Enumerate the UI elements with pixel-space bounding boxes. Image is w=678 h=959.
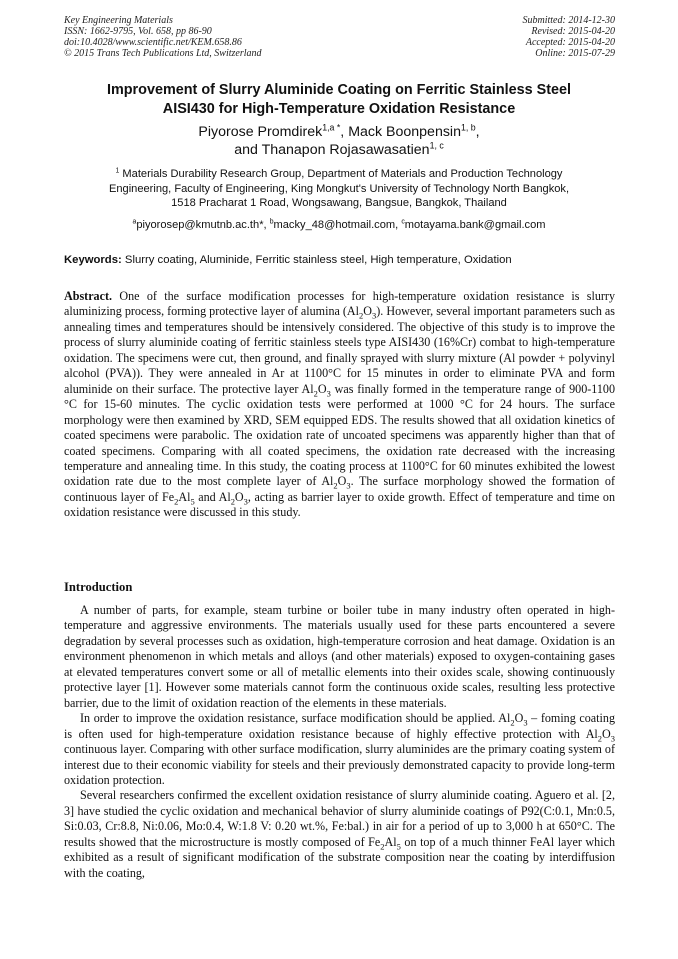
subscript: 5	[190, 496, 195, 507]
paragraph	[64, 711, 615, 788]
title-line-1: Improvement of Slurry Aluminide Coating on Ferritic Stainless Steel	[106, 82, 572, 98]
section-heading-introduction: Introduction	[64, 580, 133, 594]
subscript: 3	[346, 480, 351, 491]
affiliation-text: Materials Durability Research Group, Department of Materials and Production Technology	[122, 168, 563, 180]
journal-info	[64, 15, 262, 59]
online-date: Online: 2015-07-29	[535, 48, 615, 59]
email-marker: a	[132, 218, 137, 226]
abstract-text: . The surface morphology showed the formation of continuous layer of Fe	[64, 474, 615, 504]
keywords	[64, 253, 512, 267]
subscript: 3	[610, 733, 615, 744]
paragraph: A number of parts, for example, steam turbine or boiler tube in many industry often operated in high-temperature and aggressive environments. The materials usually used for these parts encountered a severe degradation by several processes such as oxidation, high-temperature corrosion and heat damage. Oxidation is an environment phenomenon in which metals and alloys (and other materials) exposed to oxygen-containing gases at elevated temperatures convert some or all of metallic elements into their oxides scale, showing continuously protective layer [1]. However some materials cannot form the continuous oxide scales, resulting less protective barrier, due to the limit of oxidation reaction of the elements in these materials.	[64, 603, 615, 710]
abstract-text: ). However, several important parameters such as annealing times and temperatures should be intensively considered. The objective of this study is to improve the process of slurry aluminide coating of ferritic stainless steels type AISI430 (16%Cr) combat to high-temperature oxidation. The specimens were cut, then ground, and finally sprayed with slurry mixture (Al powder + polyvinyl alcohol (PVA)). They were annealed in Ar at 1100°C for 15 minutes in order to eliminate PVA and form aluminide on their surface. The protective layer Al	[64, 304, 615, 396]
introduction-body	[64, 603, 615, 881]
paragraph	[64, 788, 615, 881]
abstract-text: , acting as barrier layer to oxide growth. Effect of temperature and time on oxidation resistance were discussed in this study.	[64, 489, 615, 520]
doi: doi:10.4028/www.scientific.net/KEM.658.86	[64, 37, 242, 48]
abstract-label: Abstract.	[64, 289, 113, 303]
subscript: 2	[313, 388, 318, 399]
subscript: 3	[243, 496, 248, 507]
subscript: 2	[230, 496, 235, 507]
email-link[interactable]: motayama.bank@gmail.com	[404, 219, 546, 231]
submitted-date: Submitted: 2014-12-30	[522, 15, 615, 26]
authors-line-2: and Thanapon Rojasawasatien$^{1, c}$	[234, 140, 444, 158]
author-affiliation-marker: 1,a *	[322, 122, 341, 133]
paragraph-text: O	[514, 711, 524, 726]
author-name: Piyorose Promdirek	[198, 124, 323, 140]
revised-date: Revised: 2015-04-20	[531, 26, 615, 37]
subscript: 2	[174, 496, 179, 507]
keywords-text: Slurry coating, Aluminide, Ferritic stainless steel, High temperature, Oxidation	[124, 254, 512, 266]
paragraph-text: on top of a much thinner FeAl layer which exhibited as a result of significant modification of the substrate composition near the coating by interdiffusion with the coating,	[64, 834, 615, 880]
abstract-text: and Al	[194, 489, 231, 504]
subscript: 2	[359, 310, 364, 321]
keywords-label: Keywords:	[64, 254, 122, 266]
subscript: 2	[380, 841, 385, 852]
paragraph-text: – foming coating is often used for high-temperature oxidation resistance because of highly effective protection with Al	[64, 711, 615, 741]
abstract-text: Al	[178, 489, 191, 504]
abstract-text: O	[337, 474, 347, 489]
accepted-date: Accepted: 2015-04-20	[525, 37, 615, 48]
affiliation-line-3: 1518 Pracharat 1 Road, Wongsawang, Bangsue, Bangkok, Thailand	[171, 197, 507, 210]
email-marker: b	[269, 218, 274, 226]
subscript: 3	[326, 388, 331, 399]
abstract-text: O	[234, 489, 244, 504]
author-name: Mack Boonpensin	[348, 124, 461, 140]
copyright: © 2015 Trans Tech Publications Ltd, Switzerland	[64, 48, 262, 59]
abstract	[64, 289, 615, 521]
affiliation-number: 1	[115, 167, 120, 175]
subscript: 2	[333, 480, 338, 491]
author-name: Thanapon Rojasawasatien	[261, 142, 430, 158]
paragraph-text: continuous layer. Comparing with other surface modification, slurry aluminides are the primary coating system of interest due to their economic viability for steels and their previously demonstrated capacity to provide long-term oxidation protection.	[64, 742, 615, 787]
abstract-text: O	[317, 381, 327, 396]
authors-line-1: Piyorose Promdirek$^{1,a *}$, Mack Boonpensin$^{1, b}$,	[198, 122, 480, 140]
author-affiliation-marker: 1, c	[429, 140, 444, 151]
abstract-text: was finally formed in the temperature range of 900-1100 °C for 15-60 minutes. The cyclic oxidation tests were performed at 1000 °C for 24 hours. The surface morphology were then examined by XRD, SEM equipped EDS. The results showed that all oxidation kinetics of coated specimens were parabolic. The oxidation rate of uncoated specimens was apparently higher than that of coated specimens. Comparing with all coated specimens, the oxidation rate decreased with the increasing temperature and annealing time. In this study, the coating process at 1100°C for 60 minutes exhibited the lowest oxidation rate due to the most complete layer of Al	[64, 381, 616, 489]
author-affiliation-marker: 1, b	[460, 122, 476, 133]
subscript: 2	[597, 733, 603, 744]
email-link[interactable]: macky_48@hotmail.com	[273, 219, 396, 231]
affiliation-line-1	[60, 167, 618, 182]
title-line-2: AISI430 for High-Temperature Oxidation Resistance	[162, 101, 516, 117]
email-marker: c	[401, 218, 405, 226]
subscript: 3	[372, 310, 377, 321]
paragraph-text: In order to improve the oxidation resistance, surface modification should be applied. Al	[80, 711, 511, 726]
paragraph-text: O	[602, 726, 611, 741]
issn: ISSN: 1662-9795, Vol. 658, pp 86-90	[64, 26, 212, 37]
subscript: 5	[396, 841, 401, 852]
paper-title	[60, 81, 618, 119]
abstract-text: One of the surface modification processes for high-temperature oxidation resistance is slurry aluminizing process, forming protective layer of alumina (Al	[64, 289, 615, 319]
affiliation-line-2: Engineering, Faculty of Engineering, King Mongkut's University of Technology North Bangkok,	[108, 182, 570, 195]
subscript: 2	[510, 717, 515, 728]
paragraph-text: Several researchers confirmed the excellent oxidation resistance of slurry aluminide coating. Aguero et al. [2, 3] have studied the cyclic oxidation and mechanical behavior of slurry aluminide coatings of P92(C:0.1, Mn:0.5, Si:0.03, Cr:8.8, Ni:0.06, Mo:0.4, W:1.8 V: 0.20 wt.%, Fe:bal.) in air for a period of up to 3,000 h at 650°C. The results showed that the microstructure is mostly composed of Fe	[64, 788, 615, 849]
journal-name: Key Engineering Materials	[64, 15, 173, 26]
affiliation	[60, 167, 618, 211]
author-emails: $^a$piyorosep@kmutnb.ac.th*, $^b$macky_48@hotmail.com, $^c$motayama.bank@gmail.com	[132, 218, 546, 231]
author-list	[60, 123, 618, 159]
abstract-text: O	[363, 304, 372, 319]
paragraph-text: Al	[384, 834, 397, 849]
subscript: 3	[523, 717, 528, 728]
email-link[interactable]: piyorosep@kmutnb.ac.th*	[136, 219, 264, 231]
publication-dates	[523, 15, 616, 59]
